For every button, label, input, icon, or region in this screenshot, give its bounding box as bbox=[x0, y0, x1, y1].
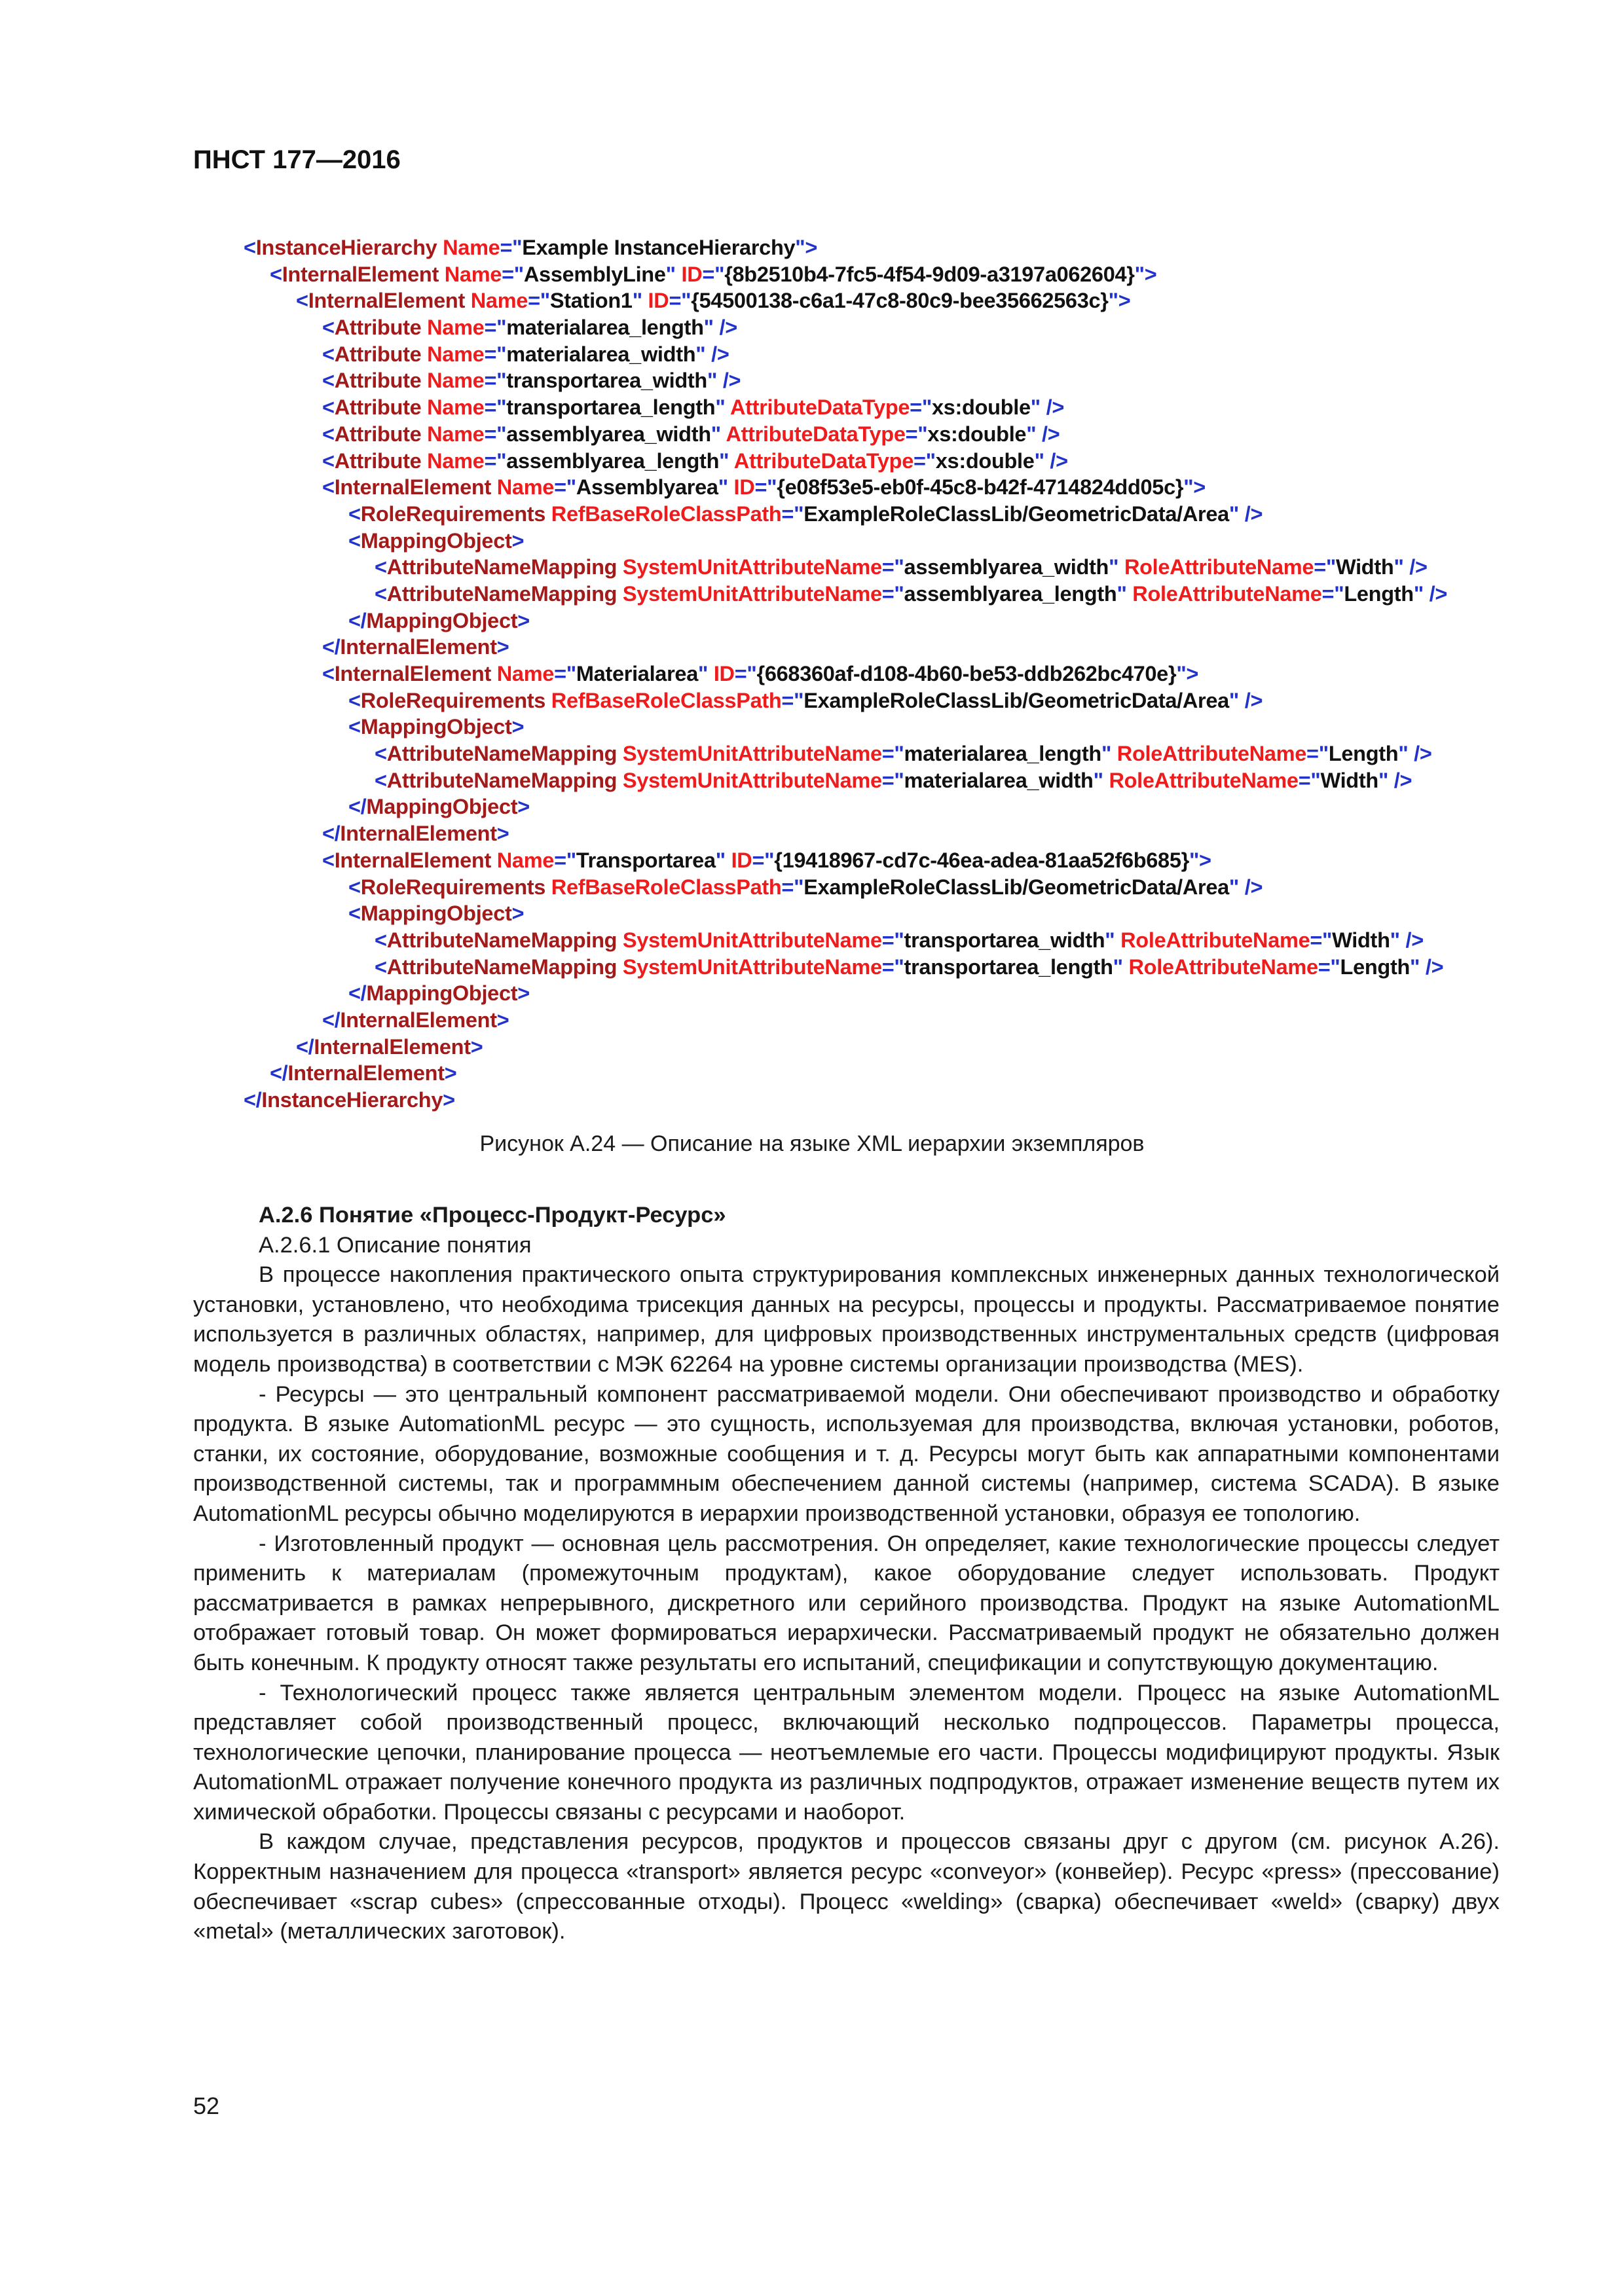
xml-token: " bbox=[1116, 581, 1133, 606]
xml-token: Materialarea bbox=[576, 662, 698, 685]
xml-token: < bbox=[348, 688, 361, 712]
xml-token: Length bbox=[1344, 581, 1414, 606]
xml-token: " bbox=[715, 395, 730, 420]
xml-token: Name bbox=[491, 662, 555, 685]
xml-token: Name bbox=[491, 475, 555, 500]
xml-token: RoleRequirements bbox=[360, 875, 546, 899]
xml-token: =" bbox=[734, 662, 757, 685]
xml-code-line bbox=[244, 820, 1527, 847]
xml-token: xs:double bbox=[935, 448, 1035, 473]
xml-token: " /> bbox=[1228, 501, 1263, 526]
xml-token: "> bbox=[1189, 848, 1211, 872]
xml-token: > bbox=[496, 822, 509, 846]
xml-token: " /> bbox=[1390, 928, 1424, 952]
xml-token: < bbox=[322, 448, 335, 473]
xml-token: SystemUnitAttributeName bbox=[617, 928, 882, 952]
xml-token: " /> bbox=[1378, 768, 1412, 792]
xml-token: xs:double bbox=[931, 395, 1031, 420]
xml-token: > bbox=[511, 902, 525, 926]
xml-token: assemblyarea_length bbox=[904, 581, 1117, 606]
xml-token: MappingObject bbox=[366, 608, 518, 632]
xml-code-line bbox=[244, 341, 1527, 368]
xml-token: Name bbox=[421, 422, 485, 446]
xml-token: < bbox=[375, 955, 387, 979]
xml-token: assemblyarea_width bbox=[506, 422, 711, 446]
xml-token: =" bbox=[881, 581, 904, 606]
xml-token: Name bbox=[437, 236, 500, 259]
xml-token: < bbox=[322, 369, 335, 393]
xml-code-line bbox=[244, 980, 1527, 1007]
xml-token: =" bbox=[913, 448, 936, 473]
xml-token: < bbox=[322, 316, 335, 340]
xml-token: materialarea_width bbox=[506, 342, 696, 366]
xml-token: materialarea_width bbox=[904, 768, 1094, 792]
xml-token: ExampleRoleClassLib/GeometricData/Area bbox=[803, 688, 1229, 712]
xml-token: </ bbox=[322, 822, 341, 846]
xml-token: =" bbox=[781, 501, 804, 526]
xml-code-line bbox=[244, 554, 1527, 581]
xml-token: Name bbox=[491, 848, 555, 872]
xml-token: =" bbox=[881, 742, 904, 766]
xml-token: =" bbox=[1321, 581, 1344, 606]
xml-token: SystemUnitAttributeName bbox=[617, 768, 882, 792]
xml-token: {668360af-d108-4b60-be53-ddb262bc470e} bbox=[756, 662, 1177, 685]
xml-token: =" bbox=[881, 928, 904, 952]
xml-token: " /> bbox=[703, 316, 737, 340]
xml-token: RefBaseRoleClassPath bbox=[545, 875, 782, 899]
xml-token: < bbox=[322, 848, 335, 872]
xml-token: MappingObject bbox=[360, 715, 512, 739]
xml-token: </ bbox=[348, 795, 367, 819]
xml-code-line bbox=[244, 793, 1527, 820]
xml-token: RoleAttributeName bbox=[1109, 768, 1299, 792]
xml-token: < bbox=[375, 581, 387, 606]
xml-token: =" bbox=[781, 875, 804, 899]
xml-token: InternalElement bbox=[308, 289, 466, 313]
xml-token: < bbox=[322, 662, 335, 685]
xml-code-line bbox=[244, 287, 1527, 314]
xml-code-line bbox=[244, 1007, 1527, 1034]
xml-token: Name bbox=[421, 369, 485, 393]
xml-token: "> bbox=[1108, 289, 1131, 313]
xml-code-line bbox=[244, 847, 1527, 874]
xml-token: Name bbox=[421, 448, 485, 473]
xml-token: =" bbox=[554, 475, 576, 500]
xml-token: ID bbox=[733, 475, 755, 500]
xml-token: > bbox=[444, 1061, 457, 1085]
xml-token: Name bbox=[465, 289, 528, 313]
xml-token: < bbox=[296, 289, 308, 313]
xml-token: RoleAttributeName bbox=[1124, 555, 1314, 579]
xml-token: " bbox=[719, 448, 734, 473]
xml-token: " bbox=[1093, 768, 1109, 792]
xml-token: =" bbox=[881, 768, 904, 792]
xml-token: </ bbox=[322, 1008, 341, 1032]
xml-token: Name bbox=[421, 316, 485, 340]
xml-token: " bbox=[1113, 955, 1129, 979]
xml-token: RoleAttributeName bbox=[1116, 742, 1307, 766]
xml-token: AttributeDataType bbox=[733, 448, 913, 473]
xml-token: " bbox=[715, 848, 731, 872]
xml-token: Name bbox=[421, 342, 485, 366]
xml-code-line bbox=[244, 634, 1527, 661]
xml-token: </ bbox=[348, 981, 367, 1006]
xml-token: RefBaseRoleClassPath bbox=[545, 688, 782, 712]
xml-token: "> bbox=[1176, 662, 1199, 685]
page-number: 52 bbox=[193, 2092, 220, 2119]
xml-token: InternalElement bbox=[334, 475, 492, 500]
xml-token: " bbox=[697, 662, 714, 685]
xml-token: =" bbox=[702, 262, 725, 286]
xml-token: </ bbox=[270, 1061, 288, 1085]
xml-token: Name bbox=[421, 395, 485, 420]
xml-token: < bbox=[348, 501, 361, 526]
xml-token: Attribute bbox=[334, 395, 422, 420]
xml-token: InternalElement bbox=[334, 662, 492, 685]
xml-token: > bbox=[517, 795, 530, 819]
xml-token: SystemUnitAttributeName bbox=[617, 581, 882, 606]
xml-code-line bbox=[244, 767, 1527, 794]
xml-token: MappingObject bbox=[366, 795, 518, 819]
xml-code-line bbox=[244, 421, 1527, 448]
xml-token: assemblyarea_width bbox=[904, 555, 1109, 579]
xml-code-line bbox=[244, 1087, 1527, 1114]
xml-code-line bbox=[244, 528, 1527, 555]
xml-token: AttributeNameMapping bbox=[386, 581, 618, 606]
xml-token: materialarea_length bbox=[904, 742, 1101, 766]
xml-token: < bbox=[322, 395, 335, 420]
xml-code-figure bbox=[244, 234, 1527, 1114]
xml-token: transportarea_length bbox=[904, 955, 1113, 979]
xml-token: =" bbox=[528, 289, 550, 313]
xml-token: ID bbox=[731, 848, 752, 872]
xml-token: AttributeNameMapping bbox=[386, 928, 618, 952]
xml-token: =" bbox=[484, 342, 507, 366]
xml-token: </ bbox=[296, 1034, 314, 1059]
xml-token: =" bbox=[484, 422, 507, 446]
xml-token: {8b2510b4-7fc5-4f54-9d09-a3197a062604} bbox=[724, 262, 1135, 286]
xml-token: < bbox=[348, 528, 361, 553]
xml-token: =" bbox=[1314, 555, 1336, 579]
xml-code-line bbox=[244, 314, 1527, 341]
xml-token: InternalElement bbox=[340, 1008, 497, 1032]
xml-token: > bbox=[496, 1008, 509, 1032]
xml-token: > bbox=[511, 715, 525, 739]
xml-token: AttributeNameMapping bbox=[386, 555, 618, 579]
xml-token: < bbox=[244, 236, 256, 259]
xml-token: assemblyarea_length bbox=[506, 448, 720, 473]
xml-token: " bbox=[1105, 928, 1121, 952]
xml-code-line bbox=[244, 687, 1527, 714]
xml-token: RefBaseRoleClassPath bbox=[545, 501, 782, 526]
xml-token: Width bbox=[1332, 928, 1390, 952]
xml-token: SystemUnitAttributeName bbox=[617, 955, 882, 979]
xml-token: =" bbox=[754, 475, 777, 500]
xml-token: Length bbox=[1340, 955, 1411, 979]
xml-token: RoleRequirements bbox=[360, 501, 546, 526]
xml-code-line bbox=[244, 1034, 1527, 1061]
xml-token: =" bbox=[1298, 768, 1321, 792]
xml-code-line bbox=[244, 714, 1527, 740]
xml-token: =" bbox=[881, 555, 904, 579]
xml-token: InternalElement bbox=[314, 1034, 471, 1059]
xml-token: =" bbox=[752, 848, 775, 872]
xml-token: " /> bbox=[1398, 742, 1432, 766]
xml-token: InternalElement bbox=[340, 822, 497, 846]
xml-token: " /> bbox=[707, 369, 741, 393]
xml-code-line bbox=[244, 581, 1527, 608]
xml-token: AttributeDataType bbox=[726, 422, 906, 446]
paragraph: - Технологический процесс также является центральным элементом модели. Процесс на языке AutomationML представляет собой производственный процесс, включающий несколько подпроцессов. Параметры процесса, технологические цепочки, планирование процесса — неотъемлемые его части. Процессы модифицируют продукты. Язык AutomationML отражает получение конечного продукта из различных подпродуктов, отражает изменение веществ путем их химической обработки. Процессы связаны с ресурсами и наоборот. bbox=[193, 1680, 1500, 1825]
xml-token: " /> bbox=[695, 342, 729, 366]
xml-token: Width bbox=[1335, 555, 1394, 579]
xml-token: > bbox=[517, 608, 530, 632]
xml-token: ID bbox=[681, 262, 703, 286]
xml-code-line bbox=[244, 927, 1527, 954]
xml-token: ID bbox=[713, 662, 735, 685]
xml-token: SystemUnitAttributeName bbox=[617, 742, 882, 766]
xml-token: ExampleRoleClassLib/GeometricData/Area bbox=[803, 501, 1229, 526]
xml-token: " bbox=[665, 262, 682, 286]
standard-designation: ПНСТ 177—2016 bbox=[193, 145, 401, 174]
xml-token: " /> bbox=[1228, 688, 1263, 712]
xml-token: < bbox=[322, 422, 335, 446]
paragraph: В каждом случае, представления ресурсов, продуктов и процессов связаны друг с другом (см. рисунок А.26). Корректным назначением для процесса «transport» является ресурс «conveyor» (конвейер). Ресурс «press» (прессование) обеспечивает «scrap cubes» (спрессованные отходы). Процесс «welding» (сварка) обеспечивает «weld» (сварку) двух «metal» (металлических заготовок). bbox=[193, 1829, 1500, 1944]
xml-token: " bbox=[632, 289, 648, 313]
xml-token: transportarea_width bbox=[506, 369, 707, 393]
xml-token: MappingObject bbox=[360, 902, 512, 926]
xml-token: Station1 bbox=[549, 289, 633, 313]
xml-token: =" bbox=[881, 955, 904, 979]
xml-token: ID bbox=[648, 289, 669, 313]
xml-token: Attribute bbox=[334, 448, 422, 473]
xml-token: " bbox=[1101, 742, 1117, 766]
xml-token: RoleAttributeName bbox=[1132, 581, 1322, 606]
xml-token: > bbox=[443, 1088, 455, 1112]
xml-token: > bbox=[470, 1034, 483, 1059]
xml-token: RoleAttributeName bbox=[1120, 928, 1310, 952]
xml-token: {e08f53e5-eb0f-45c8-b42f-4714824dd05c} bbox=[777, 475, 1184, 500]
xml-token: InternalElement bbox=[340, 635, 497, 659]
xml-token: materialarea_length bbox=[506, 316, 704, 340]
xml-token: AssemblyLine bbox=[523, 262, 666, 286]
xml-token: > bbox=[511, 528, 525, 553]
xml-token: "> bbox=[1134, 262, 1157, 286]
xml-token: < bbox=[375, 555, 387, 579]
xml-token: < bbox=[348, 902, 361, 926]
xml-code-line bbox=[244, 661, 1527, 687]
xml-token: Example InstanceHierarchy bbox=[522, 236, 796, 259]
xml-token: "> bbox=[1183, 475, 1206, 500]
xml-code-line bbox=[244, 874, 1527, 901]
xml-token: xs:double bbox=[927, 422, 1027, 446]
xml-code-line bbox=[244, 900, 1527, 927]
paragraph: В процессе накопления практического опыта структурирования комплексных инженерных данных технологической установки, установлено, что необходима трисекция данных на ресурсы, процессы и продукты. Рассматриваемое понятие используется в различных областях, например, для цифровых производственных инструментальных средств (цифровая модель производства) в соответствии с МЭК 62264 на уровне системы организации производства (MES). bbox=[193, 1262, 1500, 1377]
xml-code-line bbox=[244, 474, 1527, 501]
xml-token: =" bbox=[554, 848, 576, 872]
xml-token: AttributeDataType bbox=[729, 395, 910, 420]
xml-token: Transportarea bbox=[576, 848, 716, 872]
xml-token: =" bbox=[484, 369, 507, 393]
xml-token: =" bbox=[500, 236, 523, 259]
xml-token: " bbox=[1109, 555, 1124, 579]
xml-token: > bbox=[496, 635, 509, 659]
xml-code-line bbox=[244, 608, 1527, 634]
xml-token: < bbox=[375, 928, 387, 952]
xml-token: ExampleRoleClassLib/GeometricData/Area bbox=[803, 875, 1229, 899]
xml-token: =" bbox=[484, 395, 507, 420]
xml-token: InternalElement bbox=[282, 262, 439, 286]
xml-code-line bbox=[244, 448, 1527, 475]
xml-token: RoleAttributeName bbox=[1128, 955, 1318, 979]
xml-token: =" bbox=[554, 662, 576, 685]
xml-code-line bbox=[244, 1060, 1527, 1087]
xml-token: " /> bbox=[1034, 448, 1068, 473]
xml-token: =" bbox=[502, 262, 524, 286]
xml-token: < bbox=[348, 875, 361, 899]
xml-token: < bbox=[375, 768, 387, 792]
xml-token: InternalElement bbox=[287, 1061, 445, 1085]
xml-token: {54500138-c6a1-47c8-80c9-bee35662563c} bbox=[691, 289, 1109, 313]
xml-token: " /> bbox=[1413, 581, 1448, 606]
paragraph: - Ресурсы — это центральный компонент рассматриваемой модели. Они обеспечивают производство и обработку продукта. В языке AutomationML ресурс — это сущность, используемая для производства, включая установки, роботов, станки, их состояние, оборудование, возможные сообщения и т. д. Ресурсы могут быть как аппаратными компонентами производственной системы, так и программным обеспечением данной системы (например, система SCADA). В языке AutomationML ресурсы обычно моделируются в иерархии производственной установки, образуя ее топологию. bbox=[193, 1381, 1500, 1526]
xml-token: " /> bbox=[1026, 422, 1060, 446]
xml-token: < bbox=[375, 742, 387, 766]
xml-token: " /> bbox=[1393, 555, 1428, 579]
xml-token: InstanceHierarchy bbox=[255, 236, 437, 259]
xml-token: < bbox=[322, 475, 335, 500]
xml-token: Assemblyarea bbox=[576, 475, 718, 500]
xml-token: Width bbox=[1320, 768, 1378, 792]
xml-token: =" bbox=[484, 316, 507, 340]
xml-code-line bbox=[244, 367, 1527, 394]
xml-code-line bbox=[244, 501, 1527, 528]
xml-code-line bbox=[244, 261, 1527, 288]
xml-token: " bbox=[710, 422, 726, 446]
subsection-heading: А.2.6.1 Описание понятия bbox=[259, 1232, 532, 1258]
xml-code-line bbox=[244, 954, 1527, 981]
xml-token: Name bbox=[439, 262, 502, 286]
xml-token: =" bbox=[1306, 742, 1329, 766]
xml-token: Attribute bbox=[334, 369, 422, 393]
xml-code-line bbox=[244, 394, 1527, 421]
xml-token: AttributeNameMapping bbox=[386, 768, 618, 792]
figure-caption: Рисунок А.24 — Описание на языке XML иерархии экземпляров bbox=[479, 1131, 1145, 1156]
xml-token: transportarea_width bbox=[904, 928, 1105, 952]
xml-token: =" bbox=[1318, 955, 1340, 979]
xml-token: "> bbox=[795, 236, 818, 259]
xml-token: " /> bbox=[1030, 395, 1065, 420]
xml-token: transportarea_length bbox=[506, 395, 716, 420]
xml-token: Length bbox=[1328, 742, 1399, 766]
section-heading: А.2.6 Понятие «Процесс-Продукт-Ресурс» bbox=[259, 1203, 726, 1228]
xml-token: =" bbox=[905, 422, 928, 446]
paragraph: - Изготовленный продукт — основная цель рассмотрения. Он определяет, какие технологические процессы следует применить к материалам (промежуточным продуктам), какое оборудование следует использовать. Продукт рассматривается в рамках непрерывного, дискретного или серийного производства. Продукт на языке AutomationML отображает готовый товар. Он может формироваться иерархически. Рассматриваемый продукт не обязательно должен быть конечным. К продукту относят также результаты его испытаний, спецификации и сопутствующую документацию. bbox=[193, 1531, 1500, 1675]
xml-token: </ bbox=[348, 608, 367, 632]
xml-code-line bbox=[244, 740, 1527, 767]
xml-token: </ bbox=[322, 635, 341, 659]
xml-token: =" bbox=[781, 688, 804, 712]
xml-token: " /> bbox=[1410, 955, 1444, 979]
xml-token: Attribute bbox=[334, 342, 422, 366]
xml-token: < bbox=[270, 262, 282, 286]
xml-token: MappingObject bbox=[366, 981, 518, 1006]
xml-token: MappingObject bbox=[360, 528, 512, 553]
xml-token: =" bbox=[1310, 928, 1333, 952]
body-text bbox=[193, 1201, 1500, 1947]
xml-token: =" bbox=[669, 289, 692, 313]
xml-token: Attribute bbox=[334, 316, 422, 340]
xml-token: RoleRequirements bbox=[360, 688, 546, 712]
xml-token: AttributeNameMapping bbox=[386, 742, 618, 766]
xml-token: < bbox=[348, 715, 361, 739]
xml-token: =" bbox=[910, 395, 932, 420]
xml-token: =" bbox=[484, 448, 507, 473]
xml-token: {19418967-cd7c-46ea-adea-81aa52f6b685} bbox=[774, 848, 1189, 872]
xml-token: > bbox=[517, 981, 530, 1006]
xml-token: InternalElement bbox=[334, 848, 492, 872]
xml-token: < bbox=[322, 342, 335, 366]
xml-token: " /> bbox=[1228, 875, 1263, 899]
xml-token: InstanceHierarchy bbox=[261, 1088, 443, 1112]
xml-token: </ bbox=[244, 1088, 262, 1112]
xml-token: " bbox=[718, 475, 734, 500]
xml-token: SystemUnitAttributeName bbox=[617, 555, 882, 579]
xml-token: AttributeNameMapping bbox=[386, 955, 618, 979]
xml-code-line bbox=[244, 234, 1527, 261]
xml-token: Attribute bbox=[334, 422, 422, 446]
